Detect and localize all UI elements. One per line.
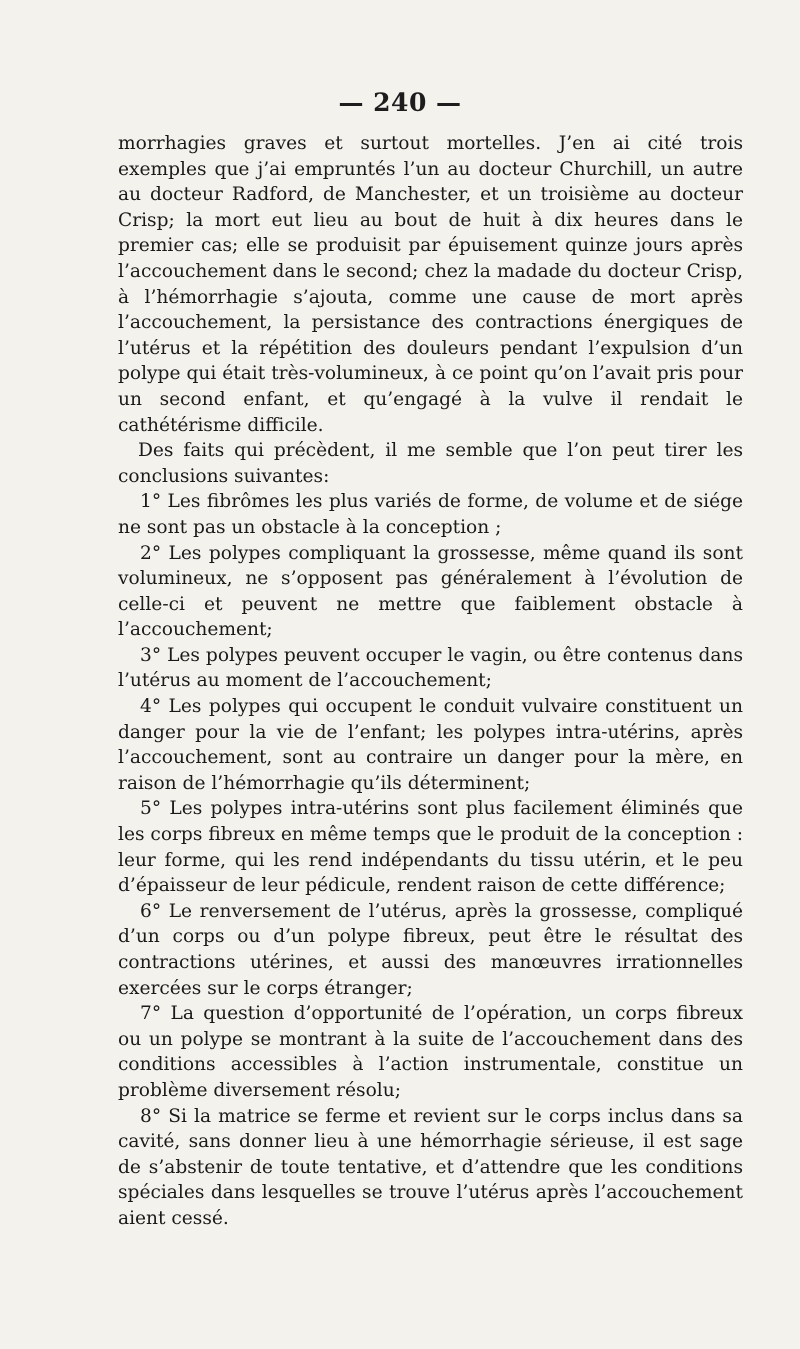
conclusion-item-1: 1° Les fibrômes les plus variés de forme, de volume et de siége ne sont pas un obstacle à la conception ; bbox=[118, 491, 743, 538]
conclusion-item-7: 7° La question d’opportunité de l’opération, un corps fibreux ou un polype se montrant à la suite de l’accouchement dans des conditions accessibles à l’action instrumentale, constitue un problème diversement résolu; bbox=[118, 1003, 743, 1101]
conclusion-item-4: 4° Les polypes qui occupent le conduit vulvaire constituent un danger pour la vie de l’enfant; les polypes intra-utérins, après l’accouchement, sont au contraire un danger pour la mère, en raison de l’hémorrhagie qu’ils déterminent; bbox=[118, 696, 743, 794]
paragraph-continuation: morrhagies graves et surtout mortelles. J’en ai cité trois exemples que j’ai empruntés l’un au docteur Churchill, un autre au docteur Radford, de Manchester, et un troisième au docteur Crisp; la mort eut lieu au bout de huit à dix heures dans le premier cas; elle se produisit par épuisement quinze jours après l’accouchement dans le second; chez la madade du docteur Crisp, à l’hémorrhagie s’ajouta, comme une cause de mort après l’accouchement, la persistance des contractions énergiques de l’utérus et la répétition des douleurs pendant l’expulsion d’un polype qui était très-volumineux, à ce point qu’on l’avait pris pour un second enfant, et qu’engagé à la vulve il rendait le cathétérisme difficile. bbox=[118, 133, 743, 436]
conclusion-item-2: 2° Les polypes compliquant la grossesse, même quand ils sont volumineux, ne s’opposent pas généralement à l’évolution de celle-ci et peuvent ne mettre que faiblement obstacle à l’accouchement; bbox=[118, 542, 743, 641]
page-number: — 240 — bbox=[338, 88, 462, 117]
conclusion-item-5: 5° Les polypes intra-utérins sont plus facilement éliminés que les corps fibreux en même temps que le produit de la conception : leur forme, qui les rend indépendants du tissu utérin, et le peu d’épaisseur de leur pédicule, rendent raison de cette différence; bbox=[118, 798, 743, 897]
conclusion-item-8: 8° Si la matrice se ferme et revient sur le corps inclus dans sa cavité, sans donner lieu à une hémorrhagie sérieuse, il est sage de s’abstenir de toute tentative, et d’attendre que les conditions spéciales dans lesquelles se trouve l’utérus après l’accouchement aient cessé. bbox=[118, 1105, 743, 1229]
conclusion-item-3: 3° Les polypes peuvent occuper le vagin, ou être contenus dans l’utérus au moment de l’accouchement; bbox=[118, 644, 743, 692]
conclusion-item-6: 6° Le renversement de l’utérus, après la grossesse, compliqué d’un corps ou d’un polype fibreux, peut être le résultat des contractions utérines, et aussi des manœuvres irrationnelles exercées sur le corps étranger; bbox=[118, 900, 743, 999]
body-text bbox=[118, 131, 743, 1232]
paragraph-conclusions-intro: Des faits qui précèdent, il me semble que l’on peut tirer les conclusions suivantes: bbox=[118, 440, 743, 487]
